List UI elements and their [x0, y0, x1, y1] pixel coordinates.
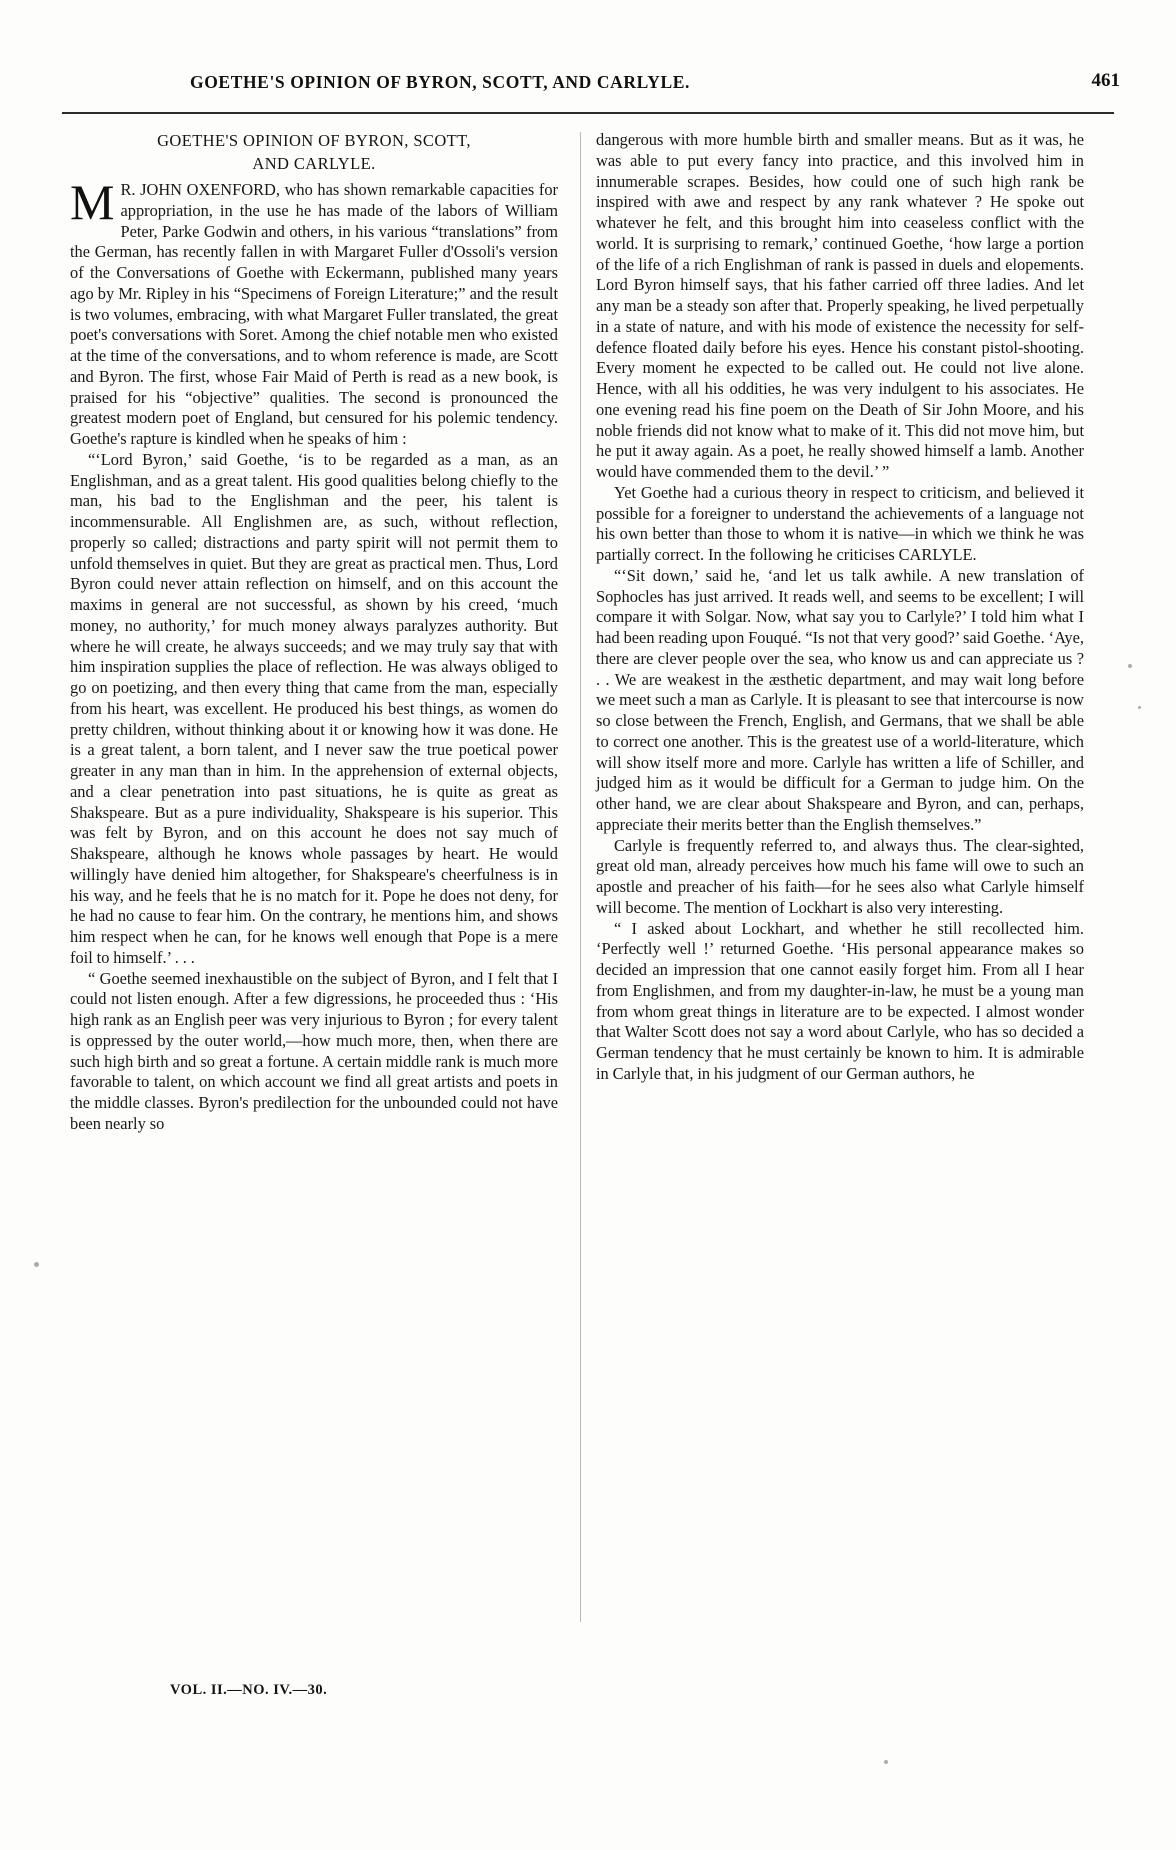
paragraph: Yet Goethe had a curious theory in respect to criticism, and believed it possible for a foreigner to understand the achievements of a language not his own better than those to whom it is native—in which we think he was partially correct. In the following he criticises CARLYLE. — [596, 482, 1084, 564]
scan-speck — [34, 1262, 39, 1267]
drop-cap: M — [70, 174, 115, 231]
scan-speck — [1138, 706, 1141, 709]
right-column — [596, 130, 1084, 1670]
paragraph: “ Goethe seemed inexhaustible on the subject of Byron, and I felt that I could not listen enough. After a few digressions, he proceeded thus : ‘His high rank as an English peer was very injurious to Byron ; for every talent is oppressed by the outer world,—how much more, then, when there are such high birth and so great a fortune. A certain middle rank is much more favorable to talent, on which account we find all great artists and poets in the middle classes. Byron's predilection for the unbounded could not have been nearly so — [70, 968, 558, 1133]
paragraph: “‘Lord Byron,’ said Goethe, ‘is to be regarded as a man, as an Englishman, and as a great talent. His good qualities belong chiefly to the man, his bad to the Englishman and the peer, his talent is incommensurable. All Englishmen are, as such, without reflection, properly so called; distractions and party spirit will not permit them to unfold themselves in quiet. But they are great as practical men. Thus, Lord Byron could never attain reflection on himself, and on this account the maxims in general are not successful, as shown by his creed, ‘much money, no authority,’ for much money always paralyzes authority. But where he will create, he always succeeds; and we may truly say that with him inspiration supplies the place of reflection. He was always obliged to go on poetizing, and then every thing that came from the man, especially from his heart, was excellent. He produced his best things, as women do pretty children, without thinking about it or knowing how it was done. He is a great talent, a born talent, and I never saw the true poetical power greater in any man than in him. In the apprehension of external objects, and a clear penetration into past situations, he is quite as great as Shakspeare. But as a pure individuality, Shakspeare is his superior. This was felt by Byron, and on this account he does not say much of Shakspeare, although he knows whole passages by heart. He would willingly have denied him altogether, for Shakspeare's cheerfulness is in his way, and he feels that he is no match for it. Pope he does not deny, for he had no cause to fear him. On the contrary, he mentions him, and shows him respect when he can, for he knows well enough that Pope is a mere foil to himself.’ . . . — [70, 449, 558, 967]
text-columns — [62, 130, 1114, 1670]
paragraph: “ I asked about Lockhart, and whether he still recollected him. ‘Perfectly well !’ returned Goethe. ‘His personal appearance makes so decided an impression that one cannot easily forget him. From all I hear from Englishmen, and from my daughter-in-law, he must be a young man from whom great things in literature are to be expected. I almost wonder that Walter Scott does not say a word about Carlyle, who has so decided a German tendency that he must certainly be known to him. It is admirable in Carlyle that, in his judgment of our German authors, he — [596, 918, 1084, 1083]
article-title-line-1: GOETHE'S OPINION OF BYRON, SCOTT, — [157, 131, 471, 150]
paragraph-opening — [70, 174, 558, 450]
paragraph: Carlyle is frequently referred to, and always thus. The clear-sighted, great old man, already perceives how much his fame will owe to such an apostle and preacher of his faith—for he sees also what Carlyle himself will become. The mention of Lockhart is also very interesting. — [596, 835, 1084, 917]
scan-speck — [884, 1760, 888, 1764]
left-column — [70, 130, 558, 1670]
paragraph: dangerous with more humble birth and smaller means. But as it was, he was able to put every fancy into practice, and this involved him in innumerable scrapes. Besides, how could one of such high rank be inspired with awe and respect by any rank whatever ? He spoke out whatever he felt, and this brought him into ceaseless conflict with the world. It is surprising to remark,’ continued Goethe, ‘how large a portion of the life of a rich Englishman of rank is passed in duels and elopements. Lord Byron himself says, that his father carried off three ladies. And let any man be a steady son after that. Properly speaking, he lived perpetually in a state of nature, and with his mode of existence the necessity for self-defence floated daily before his eyes. Hence his constant pistol-shooting. Every moment he expected to be called out. He could not live alone. Hence, with all his oddities, he was very indulgent to his associates. He one evening read his fine poem on the Death of Sir John Moore, and his noble friends did not know what to make of it. This did not move him, but he put it away again. As a poet, he really showed himself a lamb. Another would have commended them to the devil.’ ” — [596, 130, 1084, 481]
article-title-line-2: AND CARLYLE. — [252, 154, 376, 174]
paragraph: “‘Sit down,’ said he, ‘and let us talk awhile. A new translation of Sophocles has just arrived. It reads well, and seems to be excellent; I will compare it with Solgar. Now, what say you to Carlyle?’ I told him what I had been reading upon Fouqué. “Is not that very good?’ said Goethe. ‘Aye, there are clever people over the sea, who know us and can appreciate us ? . . We are weakest in the æsthetic department, and may wait long before we meet such a man as Carlyle. It is pleasant to see that intercourse is now so close between the French, English, and Germans, that we shall be able to correct one another. This is the greatest use of a world-literature, which will show itself more and more. Carlyle has written a life of Schiller, and judged him as it would be difficult for a German to judge him. On the other hand, we are clear about Shakspeare and Byron, and can, perhaps, appreciate their merits better than the English themselves.” — [596, 565, 1084, 834]
scan-speck — [1128, 664, 1132, 668]
page-number: 461 — [1091, 70, 1120, 91]
running-head-title: GOETHE'S OPINION OF BYRON, SCOTT, AND CARLYLE. — [190, 71, 691, 93]
header-rule — [62, 112, 1114, 114]
colophon: VOL. II.—NO. IV.—30. — [170, 1682, 328, 1698]
running-head — [60, 72, 1120, 106]
column-divider — [580, 132, 581, 1622]
paragraph-text: R. JOHN OXENFORD, who has shown remarkable capacities for appropriation, in the use he has made of the labors of William Peter, Parke Godwin and others, in his various “translations” from the German, has recently fallen in with Margaret Fuller d'Ossoli's version of the Conversations of Goethe with Eckermann, published many years ago by Mr. Ripley in his “Specimens of Foreign Literature;” and the result is two volumes, embracing, with what Margaret Fuller translated, the great poet's conversations with Soret. Among the chief notable men who existed at the time of the conversations, and to whom reference is made, are Scott and Byron. The first, whose Fair Maid of Perth is read as a new book, is praised for his “objective” qualities. The second is pronounced the greatest modern poet of England, but censured for his polemic tendency. Goethe's rapture is kindled when he speaks of him : — [70, 180, 558, 449]
